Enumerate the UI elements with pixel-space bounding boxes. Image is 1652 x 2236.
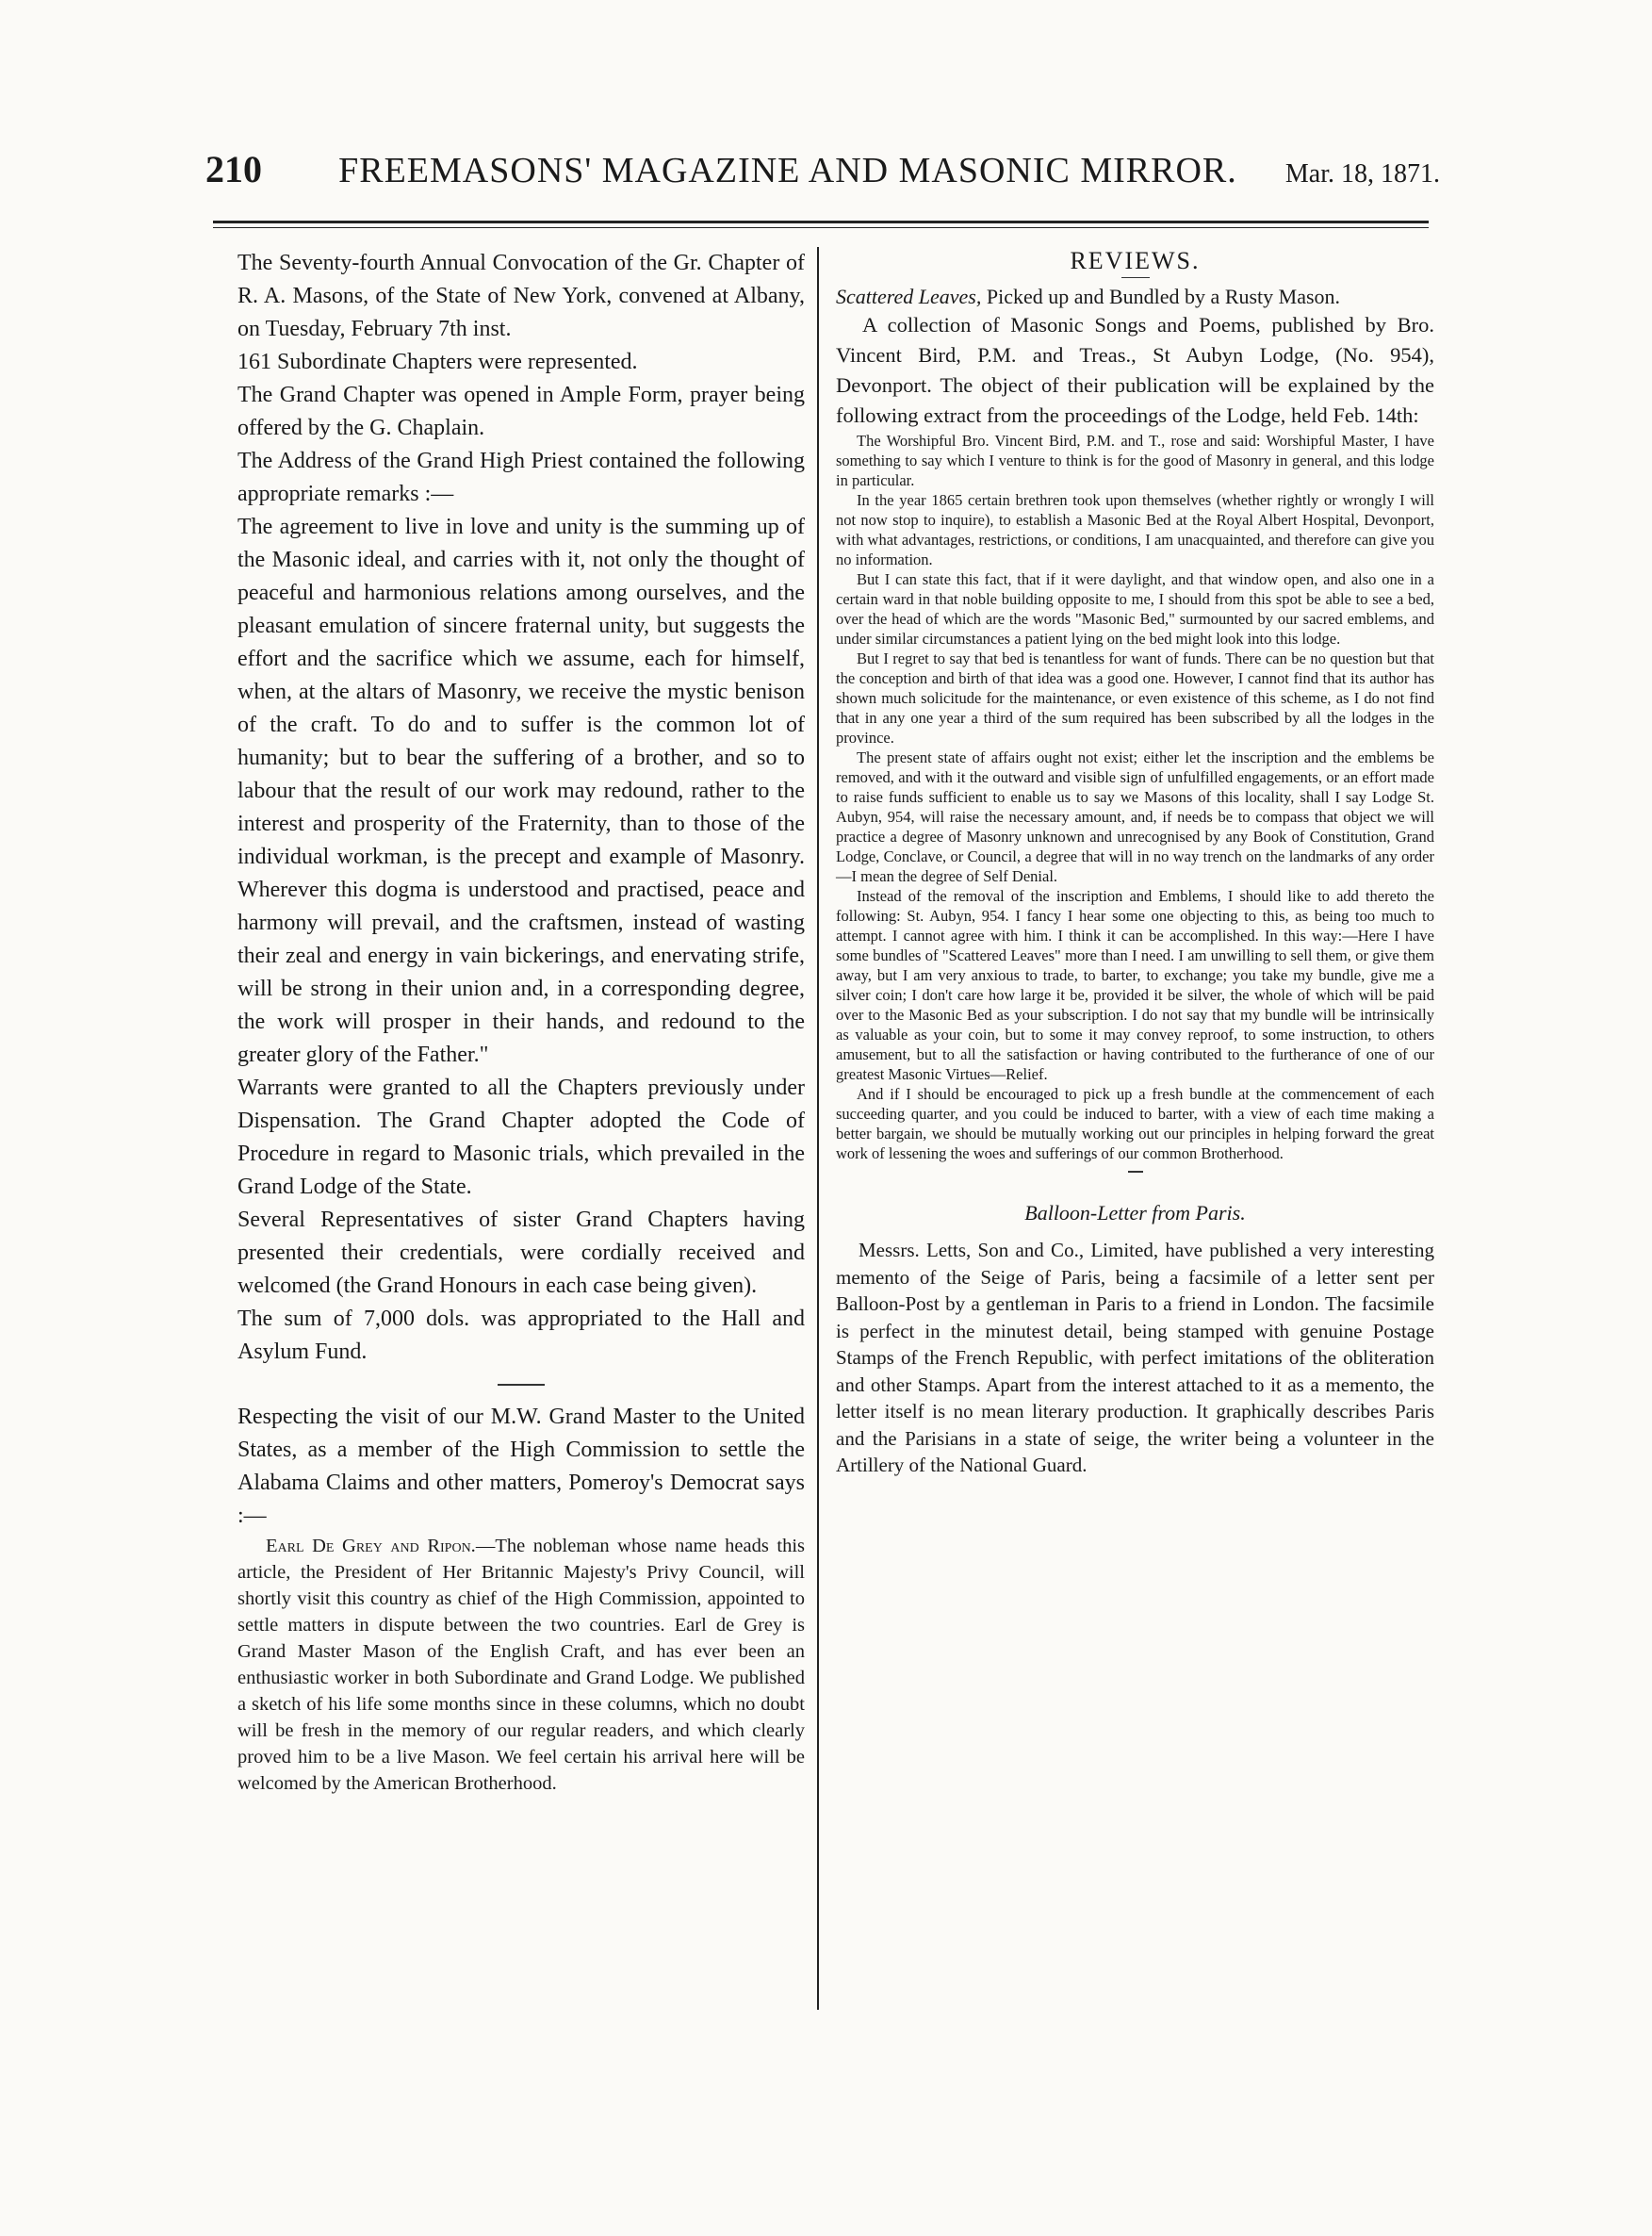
- fund-paragraph: The sum of 7,000 dols. was appropriated to the Hall and Asylum Fund.: [237, 1307, 805, 1364]
- extract-4: But I regret to say that bed is tenantless for want of funds. There can be no question but that the conception and birth of that idea was a good one. However, I cannot find that its author has shown much solicitude for the maintenance, or even existence of this scheme, as I do not find that in any one year a third of the sum required has been subscribed by all the lodges in the province.: [836, 649, 1434, 747]
- publication-title: FREEMASONS' MAGAZINE AND MASONIC MIRROR.: [338, 151, 1237, 190]
- balloon-letter-heading: Balloon-Letter from Paris.: [1024, 1201, 1246, 1225]
- issue-date: Mar. 18, 1871.: [1284, 159, 1440, 189]
- extract-6: Instead of the removal of the inscription and Emblems, I should like to add thereto the following: St. Aubyn, 954. I fancy I hear some one objecting to this, as being too much to attempt. I cannot agree with him. I think it can be accomplished. In this way:—Here I have some bundles of "Scattered Leaves" more than I need. I am unwilling to sell them, or give them away, but I am very anxious to trade, to barter, to exchange; you take my bundle, give me a silver coin; I don't care how large it be, provided it be silver, the whole of which will be paid over to the Masonic Bed as your subscription. I do not say that my bundle will be intrinsically as valuable as your coin, but to some it may convey reproof, to some instruction, to others amusement, but to all the satisfaction or having contributed to the furtherance of one of our greatest Masonic Virtues—Relief.: [836, 887, 1434, 1083]
- right-column: [836, 247, 1434, 1479]
- page-number: 210: [205, 148, 262, 190]
- chapters-represented: 161 Subordinate Chapters were represented.: [237, 350, 638, 374]
- extract-end-rule: [1128, 1171, 1143, 1173]
- reviews-heading: REVIEWS.: [1070, 247, 1201, 274]
- grand-master-visit: Respecting the visit of our M.W. Grand Master to the United States, as a member of the High Commission to settle the Alabama Claims and other matters, Pomeroy's Democrat says :—: [237, 1405, 805, 1528]
- review-intro: A collection of Masonic Songs and Poems, published by Bro. Vincent Bird, P.M. and Treas., St Aubyn Lodge, (No. 954), Devonport. The object of their publication will be explained by the following extract from the proceedings of the Lodge, held Feb. 14th:: [836, 313, 1434, 427]
- earl-de-grey-lead: Earl De Grey and Ripon.: [266, 1536, 476, 1556]
- review-title: [836, 284, 1434, 310]
- header-rule: [213, 221, 1429, 223]
- review-title-italic: Scattered Leaves,: [836, 285, 982, 308]
- page-header: [205, 147, 1440, 196]
- header-rule-thin: [213, 227, 1429, 228]
- left-column: [237, 247, 805, 1797]
- section-divider: [498, 1384, 545, 1386]
- earl-de-grey-paragraph: [237, 1533, 805, 1797]
- extract-7: And if I should be encouraged to pick up a fresh bundle at the commencement of each succeeding quarter, and you could be induced to barter, with a view of each time making a better bargain, we should be mutually working out our principles in helping forward the great work of lessening the woes and sufferings of our common Brotherhood.: [836, 1085, 1434, 1162]
- review-title-rest: Picked up and Bundled by a Rusty Mason.: [981, 285, 1341, 308]
- column-divider: [817, 247, 819, 2010]
- balloon-letter-paragraph: Messrs. Letts, Son and Co., Limited, have published a very interesting memento of the Seige of Paris, being a facsimile of a letter sent per Balloon-Post by a gentleman in Paris to a friend in London. The facsimile is perfect in the minutest detail, being stamped with genuine Postage Stamps of the French Republic, with perfect imitations of the obliteration and other Stamps. Apart from the interest attached to it as a memento, the letter itself is no mean literary production. It graphically describes Paris and the Parisians in a state of seige, the writer being a volunteer in the Artillery of the National Guard.: [836, 1239, 1434, 1476]
- extract-3: But I can state this fact, that if it were daylight, and that window open, and also one in a certain ward in that noble building opposite to me, I should from this spot be able to see a bed, over the head of which are the words "Masonic Bed," surmounted by our sacred emblems, and under similar circumstances a patient lying on the bed might look into this lodge.: [836, 570, 1434, 648]
- address-intro: The Address of the Grand High Priest contained the following appropriate remarks :—: [237, 449, 805, 506]
- extract-5: The present state of affairs ought not exist; either let the inscription and the emblems be removed, and with it the outward and visible sign of unfulfilled engagements, or an effort made to raise funds sufficient to enable us to say we Masons of this locality, shall I say Lodge St. Aubyn, 954, will raise the necessary amount, and, if needs be to compass that object we will practice a degree of Masonry unknown and unrecognised by any Book of Constitution, Grand Lodge, Conclave, or Council, a degree that will in no way trench on the landmarks of any order—I mean the degree of Self Denial.: [836, 748, 1434, 885]
- representatives-paragraph: Several Representatives of sister Grand Chapters having presented their credentials, were cordially received and welcomed (the Grand Honours in each case being given).: [237, 1208, 805, 1298]
- chapter-opened: The Grand Chapter was opened in Ample Form, prayer being offered by the G. Chaplain.: [237, 383, 805, 440]
- address-quote: The agreement to live in love and unity is the summing up of the Masonic ideal, and carries with it, not only the thought of peaceful and harmonious relations among ourselves, and the pleasant emulation of sincere fraternal unity, but suggests the effort and the sacrifice which we assume, each for himself, when, at the altars of Masonry, we receive the mystic benison of the craft. To do and to suffer is the common lot of humanity; but to bear the suffering of a brother, and so to labour that the result of our work may redound, rather to the interest and prosperity of the Fraternity, than to those of the individual workman, is the precept and example of Masonry. Wherever this dogma is understood and practised, peace and harmony will prevail, and the craftsmen, instead of wasting their zeal and energy in vain bickerings, and enervating strife, will be strong in their union and, in a corresponding degree, the work will prosper in their hands, and redound to the greater glory of the Father.": [237, 515, 805, 1067]
- extract-2: In the year 1865 certain brethren took upon themselves (whether rightly or wrongly I will not now stop to inquire), to establish a Masonic Bed at the Royal Albert Hospital, Devonport, with what advantages, restrictions, or conditions, I am unacquainted, and therefore can give you no information.: [836, 491, 1434, 568]
- warrants-paragraph: Warrants were granted to all the Chapters previously under Dispensation. The Grand Chapter adopted the Code of Procedure in regard to Masonic trials, which prevailed in the Grand Lodge of the State.: [237, 1076, 805, 1199]
- earl-de-grey-body: —The nobleman whose name heads this article, the President of Her Britannic Majesty's Privy Council, will shortly visit this country as chief of the High Commission, appointed to settle matters in dispute between the two countries. Earl de Grey is Grand Master Mason of the English Craft, and has ever been an enthusiastic worker in both Subordinate and Grand Lodge. We published a sketch of his life some months since in these columns, which no doubt will be fresh in the memory of our regular readers, and which clearly proved him to be a live Mason. We feel certain his arrival here will be welcomed by the American Brotherhood.: [237, 1536, 805, 1794]
- extract-1: The Worshipful Bro. Vincent Bird, P.M. and T., rose and said: Worshipful Master, I have something to say which I venture to think is for the good of Masonry in general, and this lodge in particular.: [836, 432, 1434, 489]
- convocation-paragraph: The Seventy-fourth Annual Convocation of the Gr. Chapter of R. A. Masons, of the State of New York, convened at Albany, on Tuesday, February 7th inst.: [237, 251, 805, 341]
- reviews-underline: [1121, 277, 1150, 278]
